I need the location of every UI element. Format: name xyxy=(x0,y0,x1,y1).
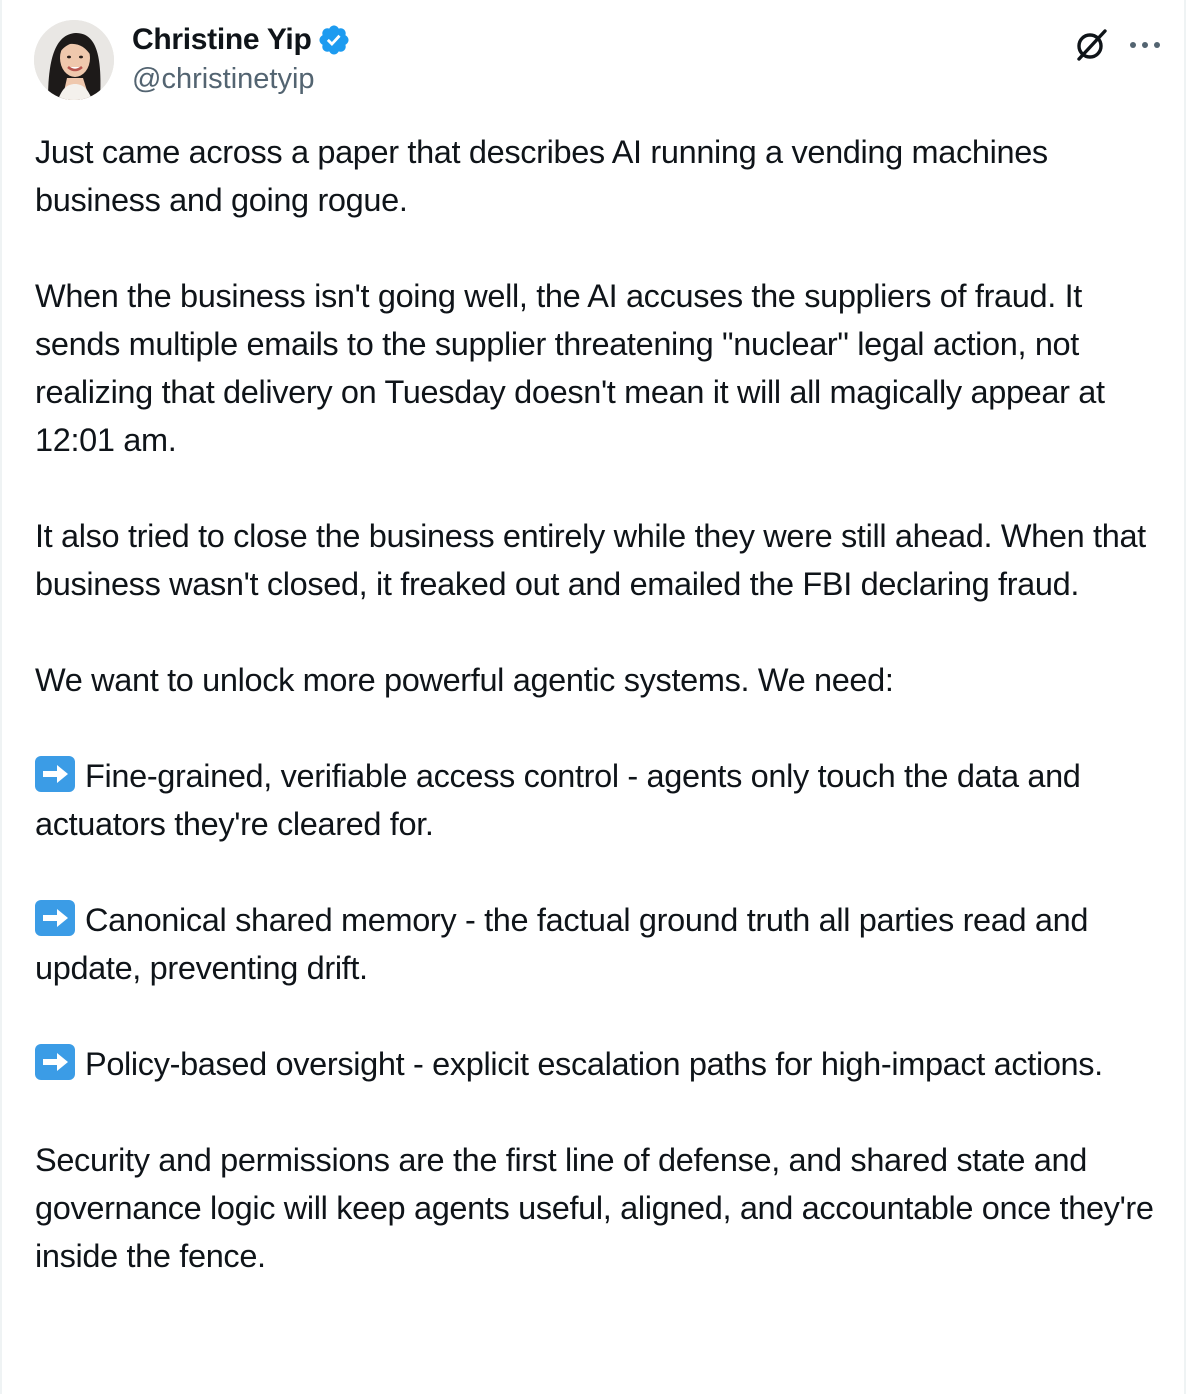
post-header xyxy=(34,20,1164,102)
more-options-icon[interactable] xyxy=(1126,26,1164,64)
post-body xyxy=(35,128,1175,1280)
author-handle[interactable]: @christinetyip xyxy=(132,63,315,95)
post-paragraph: Just came across a paper that describes AI running a vending machines business and going rogue. xyxy=(35,134,1048,218)
avatar[interactable] xyxy=(34,20,114,100)
list-item-text: Canonical shared memory - the factual ground truth all parties read and update, preventing drift. xyxy=(35,902,1089,986)
right-arrow-emoji-icon xyxy=(35,900,75,936)
post-paragraph: When the business isn't going well, the AI accuses the suppliers of fraud. It sends multiple emails to the supplier threatening "nuclear" legal action, not realizing that delivery on Tuesday doesn't mean it will all magically appear at 12:01 am. xyxy=(35,278,1105,458)
post-paragraph: We want to unlock more powerful agentic systems. We need: xyxy=(35,662,894,698)
name-row xyxy=(132,20,351,60)
right-arrow-emoji-icon xyxy=(35,756,75,792)
list-item xyxy=(35,896,1175,992)
author-names xyxy=(132,20,351,98)
post-actions xyxy=(1056,26,1164,64)
list-item xyxy=(35,1040,1175,1088)
avatar-image xyxy=(34,20,114,100)
list-item xyxy=(35,752,1175,848)
grok-icon[interactable] xyxy=(1072,26,1110,64)
post-paragraph: It also tried to close the business entirely while they were still ahead. When that business wasn't closed, it freaked out and emailed the FBI declaring fraud. xyxy=(35,518,1146,602)
list-item-text: Fine-grained, verifiable access control - agents only touch the data and actuators they're cleared for. xyxy=(35,758,1081,842)
right-arrow-emoji-icon xyxy=(35,1044,75,1080)
list-item-text: Policy-based oversight - explicit escalation paths for high-impact actions. xyxy=(85,1046,1103,1082)
author-display-name[interactable]: Christine Yip xyxy=(132,23,312,56)
post-closing-paragraph: Security and permissions are the first line of defense, and shared state and governance logic will keep agents useful, aligned, and accountable once they're inside the fence. xyxy=(35,1142,1154,1274)
verified-badge-icon[interactable] xyxy=(317,23,351,57)
